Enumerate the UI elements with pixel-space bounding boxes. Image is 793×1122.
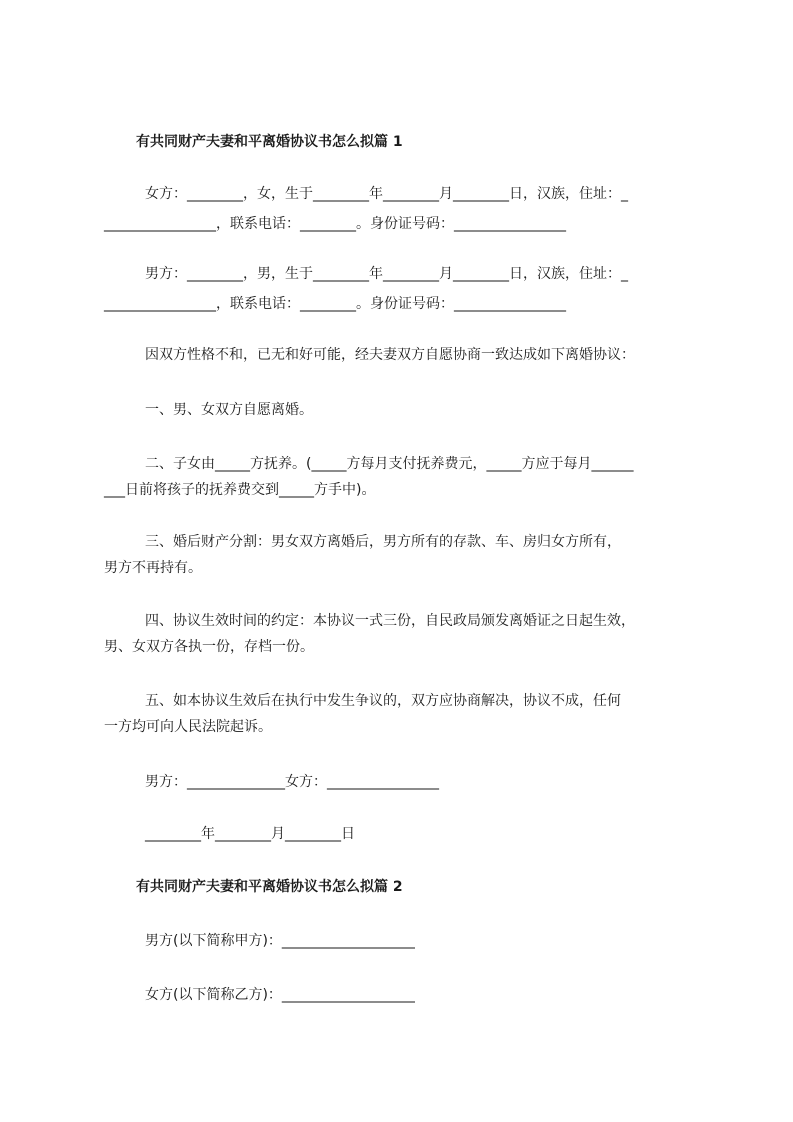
clause-3-line2: 男方不再持有。 — [104, 560, 202, 576]
clause-2-line2: ___日前将孩子的抚养费交到_____方手中)。 — [104, 482, 376, 498]
clause-5-line2: 一方均可向人民法院起诉。 — [104, 719, 272, 735]
clause-2-line1: 二、子女由_____方抚养。(_____方每月支付抚养费元，_____方应于每月______ — [145, 456, 634, 472]
clause-4-line1: 四、协议生效时间的约定：本协议一式三份，自民政局颁发离婚证之日起生效， — [145, 613, 635, 629]
section1-title: 有共同财产夫妻和平离婚协议书怎么拟篇 1 — [136, 134, 403, 150]
clause-1: 一、男、女双方自愿离婚。 — [145, 402, 313, 418]
woman-info-line2: ________________，联系电话：________。身份证号码：________________ — [104, 216, 566, 232]
intro-paragraph: 因双方性格不和，已无和好可能，经夫妻双方自愿协商一致达成如下离婚协议： — [145, 347, 635, 363]
signature-line: 男方：______________女方：________________ — [145, 774, 439, 790]
man-info-line2: ________________，联系电话：________。身份证号码：________________ — [104, 296, 566, 312]
man-info-line1: 男方：________，男，生于________年________月________日，汉族，住址：_ — [145, 266, 628, 282]
clause-3-line1: 三、婚后财产分割：男女双方离婚后，男方所有的存款、车、房归女方所有， — [145, 534, 621, 550]
party-a-line: 男方(以下简称甲方)：___________________ — [145, 933, 415, 949]
party-b-line: 女方(以下简称乙方)：___________________ — [145, 987, 415, 1003]
clause-4-line2: 男、女双方各执一份，存档一份。 — [104, 639, 314, 655]
section2-title: 有共同财产夫妻和平离婚协议书怎么拟篇 2 — [136, 879, 403, 895]
clause-5-line1: 五、如本协议生效后在执行中发生争议的，双方应协商解决，协议不成，任何 — [145, 693, 621, 709]
date-line: ________年________月________日 — [145, 826, 355, 842]
woman-info-line1: 女方：________，女，生于________年________月________日，汉族，住址：_ — [145, 186, 628, 202]
